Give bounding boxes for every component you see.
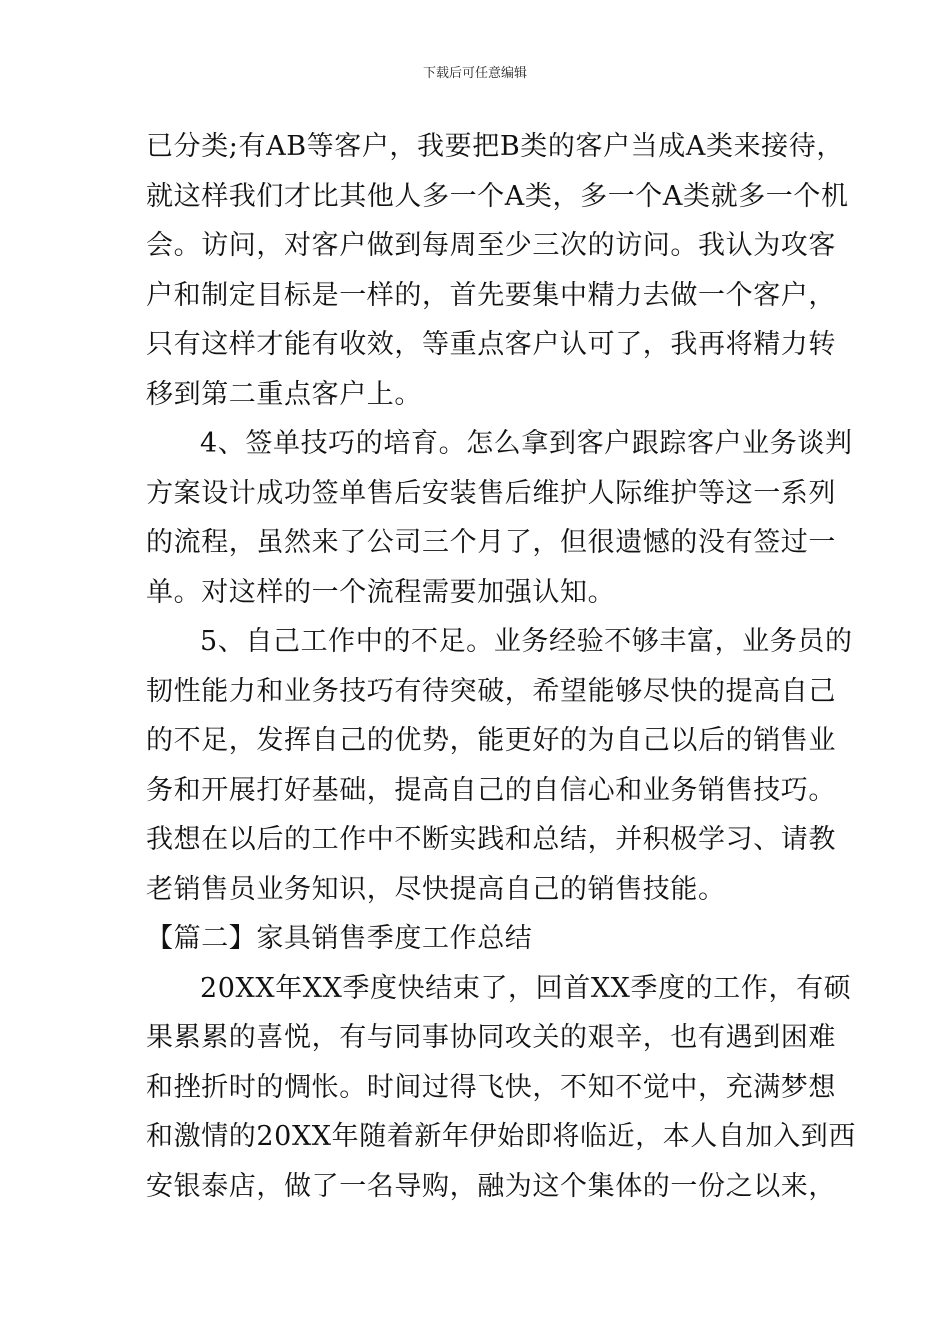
text-line: 的不足，发挥自己的优势，能更好的为自己以后的销售业 — [146, 725, 836, 756]
text-line: 只有这样才能有收效，等重点客户认可了，我再将精力转 — [146, 329, 836, 360]
section-heading: 【篇二】家具销售季度工作总结 — [146, 923, 533, 954]
text-line: 安银泰店，做了一名导购，融为这个集体的一份之以来， — [146, 1170, 836, 1202]
text-line: 单。对这样的一个流程需要加强认知。 — [146, 576, 616, 608]
document-body — [146, 127, 856, 1216]
text-line: 已分类;有AB等客户，我要把B类的客户当成A类来接待， — [146, 131, 844, 162]
text-line: 和挫折时的惆怅。时间过得飞快，不知不觉中，充满梦想 — [146, 1071, 836, 1103]
text-line: 和激情的20XX年随着新年伊始即将临近，本人自加入到西 — [146, 1121, 856, 1152]
text-line: 务和开展打好基础，提高自己的自信心和业务销售技巧。 — [146, 774, 836, 806]
text-line: 的流程，虽然来了公司三个月了，但很遗憾的没有签过一 — [146, 527, 836, 558]
text-line: 方案设计成功签单售后安装售后维护人际维护等这一系列 — [146, 477, 836, 509]
paragraph-start-line: 4、签单技巧的培育。怎么拿到客户跟踪客户业务谈判 — [200, 428, 853, 459]
text-line: 户和制定目标是一样的，首先要集中精力去做一个客户， — [146, 279, 836, 311]
text-line: 果累累的喜悦，有与同事协同攻关的艰辛，也有遇到困难 — [146, 1022, 836, 1053]
text-line: 移到第二重点客户上。 — [146, 378, 422, 410]
paragraph-start-line: 20XX年XX季度快结束了，回首XX季度的工作，有硕 — [200, 972, 852, 1004]
page-header-note: 下载后可任意编辑 — [422, 66, 527, 81]
text-line: 韧性能力和业务技巧有待突破，希望能够尽快的提高自己 — [146, 675, 836, 707]
text-line: 我想在以后的工作中不断实践和总结，并积极学习、请教 — [146, 824, 836, 855]
text-line: 会。访问，对客户做到每周至少三次的访问。我认为攻客 — [146, 230, 836, 261]
paragraph-start-line: 5、自己工作中的不足。业务经验不够丰富，业务员的 — [200, 626, 853, 657]
text-line: 就这样我们才比其他人多一个A类，多一个A类就多一个机 — [146, 180, 849, 212]
text-line: 老销售员业务知识，尽快提高自己的销售技能。 — [146, 873, 726, 905]
